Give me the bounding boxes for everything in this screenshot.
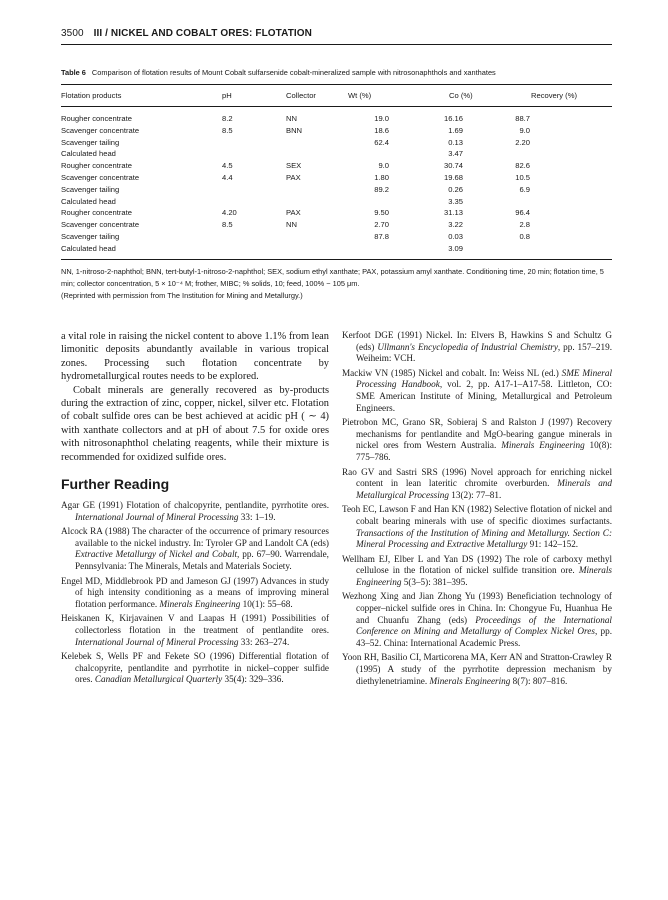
table-cell: Scavenger concentrate [61,220,140,230]
table-cell: 3.35 [448,196,463,206]
table-cell: 89.2 [374,184,389,194]
further-reading-heading: Further Reading [61,476,170,493]
reference-pages: 5(3–5): 381–395. [401,576,468,587]
reference-text: Kerfoot DGE (1991) Nickel. In: Elvers B, Hawkins S and Schultz G (eds) [342,330,612,352]
reference-source: Transactions of the Institution of Mining and Metallurgy. Section C: Mineral Processing and Extractive Metallurgy [356,527,612,550]
table-cell: PAX [286,208,301,218]
table-cell: 19.0 [374,114,389,123]
reference-list-left [61,500,329,686]
table-cell: 0.26 [448,184,463,194]
table-row [61,185,612,197]
reference-text: Alcock RA (1988) The character of the occurrence of primary resources available to the nickel industry. In: Tyroler GP and Landolt CA (eds) [61,526,329,548]
reference-pages: 13(2): 77–81. [448,489,502,500]
table-cell: 62.4 [374,137,389,147]
table-cell: 87.8 [374,231,389,241]
table-cell: 19.68 [443,172,463,182]
table-footnote-block [61,266,612,302]
reference-pages: 91: 142–152. [527,539,579,550]
running-head [61,28,312,39]
table-cell: 2.20 [515,137,530,147]
table-cell: 4.4 [222,172,233,182]
table-reprint-note: (Reprinted with permission from The Institution for Mining and Metallurgy.) [61,291,303,300]
table-cell: 2.70 [374,220,389,230]
table-cell: 0.03 [448,231,463,241]
reference-pages: , pp. 67–90. Warrendale, Pennsylvania: The Minerals, Metals and Materials Society. [75,549,329,572]
reference-item [61,526,329,572]
table-cell: Scavenger tailing [61,231,120,241]
table-cell: Rougher concentrate [61,161,132,171]
table-cell: 0.8 [519,231,530,241]
table-caption-text: Comparison of flotation results of Mount Cobalt sulfarsenide cobalt-mineralized sample with nitrosonaphthols and xanthates [91,68,496,77]
table-row [61,114,612,126]
table-row [61,161,612,173]
table-cell: Calculated head [61,243,116,253]
table-cell: 3.09 [448,243,463,253]
table-header-cell: Co (%) [449,91,473,100]
table-row [61,173,612,185]
reference-source: Canadian Metallurgical Quarterly [94,674,223,685]
reference-item [61,651,329,686]
reference-pages: 35(4): 329–336. [222,674,284,685]
reference-text: Heiskanen K, Kirjavainen V and Laapas H (1991) Possibilities of collectorless flotation in the treatment of pentlandite ores. [61,613,329,635]
reference-pages: 33: 263–274. [238,636,290,647]
reference-source: Minerals Engineering [429,675,511,686]
reference-item [61,500,329,523]
table-cell: 16.16 [443,114,463,123]
table-rule-top [61,84,612,85]
reference-pages: , vol. 2, pp. A17-1–A17-58. Littleton, CO: SME American Institute of Mining, Metallurgical and Petroleum Engineers. [356,379,612,413]
reference-source: Proceedings of the International Conference on Mining and Metallurgy of Complex Nickel Ores [356,614,612,637]
reference-source: Minerals and Metallurgical Processing [356,478,612,500]
reference-item [342,368,612,414]
table-cell: 1.80 [374,172,389,182]
table-cell: 9.0 [519,125,530,135]
table-cell: 9.0 [378,161,389,171]
table-header-cell: Flotation products [61,91,122,100]
table-row [61,244,612,256]
reference-pages: 8(7): 807–816. [510,675,568,686]
table-cell: 10.5 [515,172,530,182]
reference-text: Pietrobon MC, Grano SR, Sobieraj S and Ralston J (1997) Recovery mechanisms for pentlandite and MgO-bearing gangue minerals in nickel ores from Western Australia. [342,417,612,451]
table-cell: 4.5 [222,161,233,171]
reference-item [342,467,612,502]
table-cell: 82.6 [515,161,530,171]
table-label: Table 6 [61,68,86,77]
reference-pages: , pp. 43–52. China: International Academic Press. [356,626,613,648]
reference-item [342,652,612,687]
reference-pages: 33: 1–19. [238,511,276,522]
reference-item [342,554,612,589]
reference-item [61,613,329,648]
table-header-cell: Collector [286,91,316,100]
table-cell: 3.22 [448,220,463,230]
reference-source: SME Mineral Processing Handbook [356,367,613,390]
reference-source: International Journal of Mineral Processing [75,636,239,647]
table-cell: NN [286,114,297,123]
table-row [61,197,612,209]
reference-text: Wezhong Xing and Jian Zhong Yu (1993) Beneficiation technology of copper–nickel sulfide ores in China. In: Chongyue Fu, Huanhua He and Chuanfu Zhang (eds) [342,591,612,625]
table-body [61,114,612,256]
table-caption [61,68,621,77]
table-cell: 8.5 [222,220,233,230]
running-title: III / NICKEL AND COBALT ORES: FLOTATION [93,28,312,39]
reference-text: Mackiw VN (1985) Nickel and cobalt. In: Weiss NL (ed.) [342,367,562,378]
table-row [61,149,612,161]
reference-item [61,576,329,611]
reference-source: Extractive Metallurgy of Nickel and Cobalt [75,549,238,560]
table-cell: Rougher concentrate [61,208,132,218]
table-cell: Rougher concentrate [61,114,132,123]
table-cell: 8.2 [222,114,233,123]
reference-text: Engel MD, Middlebrook PD and Jameson GJ (1997) Advances in study of high intensity conditioning as a means of improving mineral flotation performance. [61,575,329,609]
table-cell: 31.13 [443,208,463,218]
reference-text: Rao GV and Sastri SRS (1996) Novel approach for enriching nickel content in lean lateritic chromite overburden. [342,466,612,489]
reference-list-right [342,330,612,687]
table-row [61,220,612,232]
table-header-cell: Wt (%) [348,91,372,100]
reference-text: Agar GE (1991) Flotation of chalcopyrite, pentlandite, pyrrhotite ores. [61,500,329,511]
table-row [61,208,612,220]
table-row [61,126,612,138]
table-cell: 9.50 [374,208,389,218]
table-cell: 4.20 [222,208,237,218]
table-cell: 96.4 [515,208,530,218]
reference-item [342,330,612,365]
table-cell: NN [286,220,297,230]
body-paragraph: a vital role in raising the nickel content to above 1.1% from lean limonitic deposits abundantly available in various tropical zones. Processing such flotation concentrate by hydrometallurgical routes needs to be explored. [61,331,329,383]
table-cell: 18.6 [374,125,389,135]
reference-source: Minerals Engineering [501,440,585,451]
table-cell: Scavenger concentrate [61,172,140,182]
table-header-row [61,91,612,103]
table-cell: 8.5 [222,125,233,135]
reference-source: International Journal of Mineral Processing [75,511,239,522]
table-cell: 6.9 [519,184,530,194]
table-row [61,138,612,150]
table-header-cell: pH [222,91,232,100]
table-cell: 88.7 [515,114,530,123]
reference-source: Minerals Engineering [356,565,612,587]
table-cell: 0.13 [448,137,463,147]
reference-source: Minerals Engineering [159,598,241,609]
header-rule [61,44,612,45]
left-column [61,330,329,689]
page-number: 3500 [61,28,84,39]
reference-text: Kelebek S, Wells PF and Fekete SO (1996) Differential flotation of chalcopyrite, pentlandite and pyrrhotite in nickel–copper sulfide ores. [61,651,329,685]
reference-text: Yoon RH, Basilio CI, Marticorena MA, Kerr AN and Stratton-Crawley R (1995) A study of the pyrrhotite depression mechanism by diethylenetriamine. [342,652,612,686]
reference-text: Teoh EC, Lawson F and Han KN (1982) Selective flotation of nickel and cobalt bearing minerals with use of specific dioximes surfactants. [342,504,612,526]
table-cell: SEX [286,161,302,171]
reference-item [342,417,612,463]
table-cell: 1.69 [448,125,463,135]
table-cell: Calculated head [61,149,116,159]
right-column [342,330,612,690]
table-header-cell: Recovery (%) [531,91,577,100]
table-rule-mid [61,106,612,107]
reference-pages: , pp. 157–219. Weiheim: VCH. [356,341,613,364]
table-cell: Scavenger tailing [61,184,120,194]
reference-item [342,591,612,649]
table-cell: PAX [286,172,301,182]
table-cell: 3.47 [448,149,463,159]
reference-source: Ullmann's Encyclopedia of Industrial Chemistry [377,341,558,352]
body-paragraph: Cobalt minerals are generally recovered as by-products during the extraction of zinc, copper, nickel, silver etc. Flotation of cobalt sulfide ores can be best achieved at acidic pH ( ∼ 4) with xanthate collectors and at pH of about 7.5 for oxide ores with nitrosonaphthol chelating reagents, while their mixture is recommended for oxidized sulfide ores. [61,384,329,463]
reference-text: Wellham EJ, Elber L and Yan DS (1992) The role of carboxy methyl cellulose in the flotation of nickel sulfide transition ore. [342,553,612,576]
reference-pages: 10(8): 775–786. [356,440,613,462]
table-cell: Calculated head [61,196,116,206]
table-footnote: NN, 1-nitroso-2-naphthol; BNN, tert-butyl-1-nitroso-2-naphthol; SEX, sodium ethyl xanthate; PAX, potassium amyl xanthate. Conditioning time, 20 min; flotation time, 5 min; collector concentration, 5 × 10⁻⁴ M; frother, MIBC; % solids, 10; feed, 100% − 105 μm. [61,267,604,288]
table-cell: BNN [286,125,303,135]
reference-item [342,504,612,550]
reference-pages: 10(1): 55–68. [240,598,293,609]
table-row [61,232,612,244]
table-cell: Scavenger tailing [61,137,120,147]
table-cell: Scavenger concentrate [61,125,140,135]
table-cell: 2.8 [519,220,530,230]
table-rule-bottom [61,259,612,260]
table-cell: 30.74 [443,161,463,171]
